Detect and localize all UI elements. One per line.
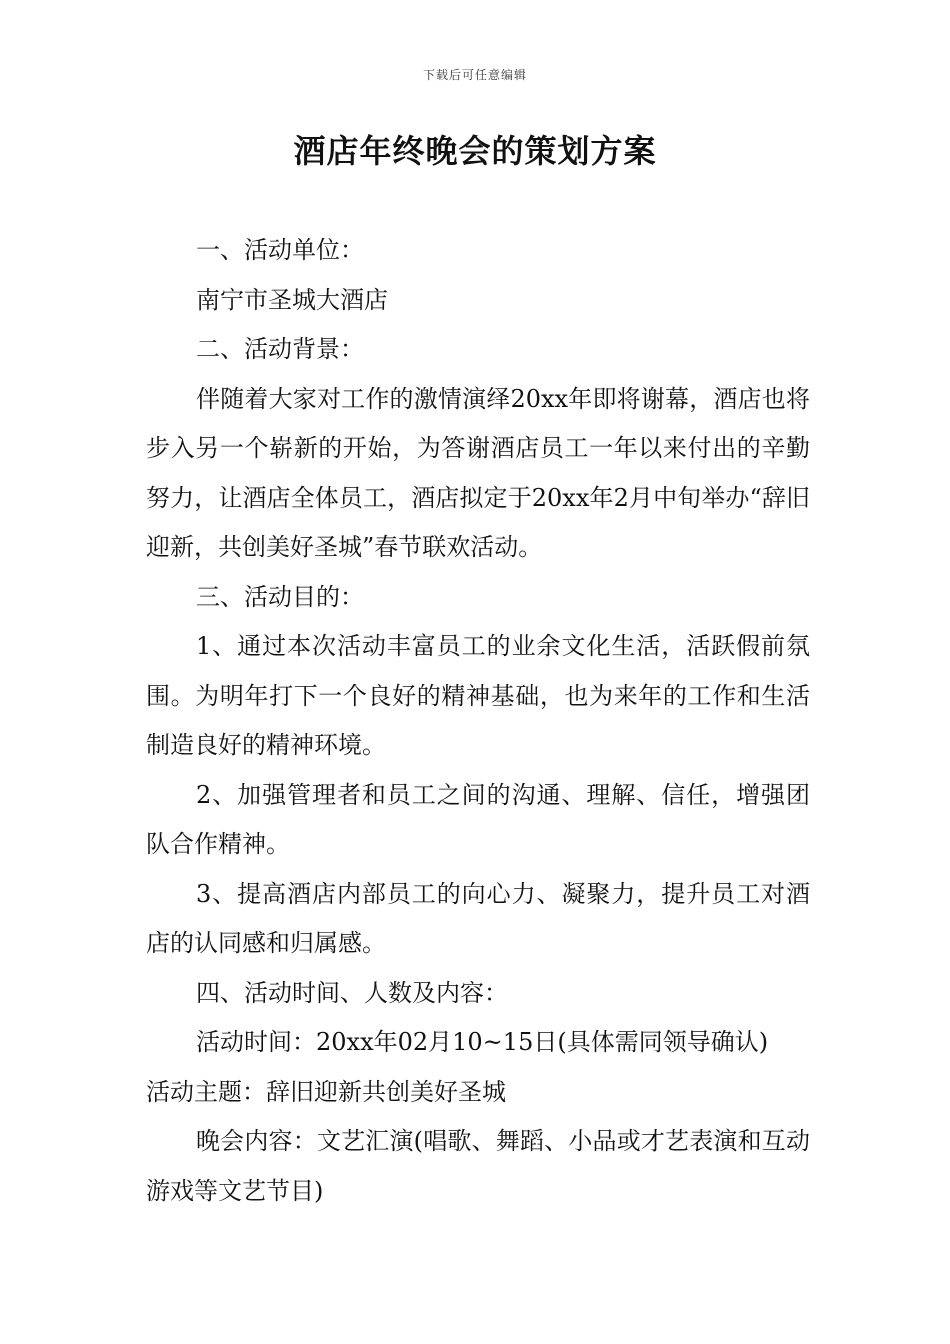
section-heading-purpose: 三、活动目的： [196,582,364,611]
section-heading-unit: 一、活动单位： [196,236,364,264]
paragraph-purpose-1: 1、通过本次活动丰富员工的业余文化生活，活跃假前氛围。为明年打下一个良好的精神基础，也为来年的工作和生活制造良好的精神环境。 [146,632,810,759]
paragraph-activity-theme: 活动主题：辞旧迎新共创美好圣城 [146,1077,506,1106]
paragraph-purpose-2: 2、加强管理者和员工之间的沟通、理解、信任，增强团队合作精神。 [146,780,810,858]
page-title: 酒店年终晚会的策划方案 [293,132,657,170]
header-note: 下载后可任意编辑 [422,68,527,82]
section-heading-time: 四、活动时间、人数及内容： [196,978,508,1007]
paragraph-background: 伴随着大家对工作的激情演绎20xx年即将谢幕，酒店也将步入另一个崭新的开始，为答谢酒店员工一年以来付出的辛勤努力，让酒店全体员工，酒店拟定于20xx年2月中旬举办“辞旧迎新，共创美好圣城”春节联欢活动。 [146,384,810,561]
document-body [146,226,810,1216]
paragraph-party-content: 晚会内容：文艺汇演(唱歌、舞蹈、小品或才艺表演和互动游戏等文艺节目) [146,1127,810,1205]
paragraph-purpose-3: 3、提高酒店内部员工的向心力、凝聚力，提升员工对酒店的认同感和归属感。 [146,879,810,957]
paragraph-unit-name: 南宁市圣城大酒店 [196,285,388,314]
paragraph-activity-time: 活动时间：20xx年02月10~15日(具体需同领导确认) [196,1028,769,1056]
section-heading-background: 二、活动背景： [196,335,364,363]
